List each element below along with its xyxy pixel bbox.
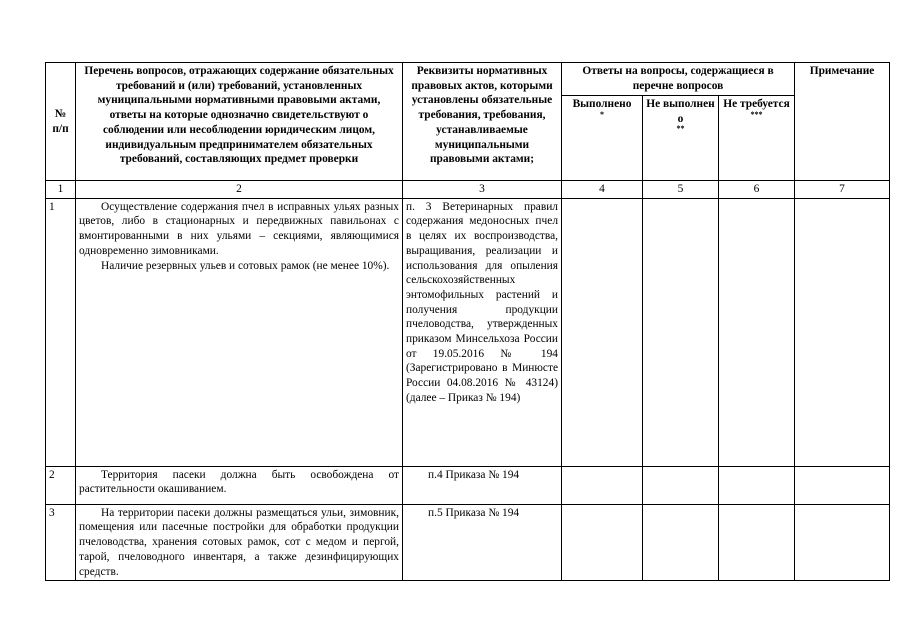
- answer-done-cell[interactable]: [562, 198, 643, 466]
- answer-not-required-cell[interactable]: [719, 466, 795, 504]
- row-number: 3: [46, 504, 76, 581]
- answer-not-done-cell[interactable]: [643, 466, 719, 504]
- table-row: [46, 504, 890, 581]
- question-paragraph: Территория пасеки должна быть освобождена от растительности окашиванием.: [79, 468, 399, 496]
- row-requisite: [403, 466, 562, 504]
- header-answer-not-done-label: Не выполнен о: [646, 98, 715, 125]
- row-number: 2: [46, 466, 76, 504]
- header-col-requisites: Реквизиты нормативных правовых актов, которыми установлены обязательные требования, требования, устанавливаемые муниципальными правовыми актами;: [403, 63, 562, 181]
- row-number: 1: [46, 198, 76, 466]
- row-requisite: [403, 504, 562, 581]
- row-question: [76, 504, 403, 581]
- question-paragraph: Осуществление содержания пчел в исправных ульях разных цветов, либо в стационарных и передвижных павильонах с вмонтированными в них ульями – секциями, являющимися одновременно зимовниками.: [79, 200, 399, 257]
- row-question: [76, 198, 403, 466]
- table-row: [46, 198, 890, 466]
- header-col-answers: Ответы на вопросы, содержащиеся в перечне вопросов: [562, 63, 795, 96]
- column-number-row: [46, 181, 890, 199]
- column-number: 5: [643, 181, 719, 199]
- answer-not-required-cell[interactable]: [719, 504, 795, 581]
- checklist-table: [45, 62, 890, 581]
- header-answer-done-mark: *: [600, 109, 604, 119]
- question-paragraph: На территории пасеки должны размещаться ульи, зимовник, помещения или пасечные постройки для обработки продукции пчеловодства, хранения сотовых рамок, сот с медом и пергой, тарой, пчеловодного инвентаря, а также дезинфицирующих средств.: [79, 506, 399, 578]
- requisite-text: п.4 Приказа № 194: [428, 468, 520, 481]
- column-number: 4: [562, 181, 643, 199]
- answer-not-done-cell[interactable]: [643, 198, 719, 466]
- header-col-num: № п/п: [46, 63, 76, 181]
- column-number: 6: [719, 181, 795, 199]
- header-answer-not-required-mark: ***: [750, 109, 763, 119]
- answer-done-cell[interactable]: [562, 466, 643, 504]
- table-row: [46, 466, 890, 504]
- requisite-text: п.5 Приказа № 194: [428, 506, 520, 519]
- header-answer-not-required: [719, 96, 795, 181]
- header-row-top: [46, 63, 890, 96]
- column-number: 7: [795, 181, 890, 199]
- note-cell[interactable]: [795, 466, 890, 504]
- column-number: 2: [76, 181, 403, 199]
- header-answer-not-done: [643, 96, 719, 181]
- row-requisite: п. 3 Ветеринарных правил содержания медоносных пчел в целях их воспроизводства, выращивания, реализации и использования для опыления сельскохозяйственных энтомофильных растений и получения продукции пчеловодства, утвержденных приказом Минсельхоза России от 19.05.2016 № 194 (Зарегистрировано в Минюсте России 04.08.2016 № 43124) (далее – Приказ № 194): [403, 198, 562, 466]
- column-number: 1: [46, 181, 76, 199]
- header-col-notes: Примечание: [795, 63, 890, 181]
- row-question: [76, 466, 403, 504]
- note-cell[interactable]: [795, 198, 890, 466]
- header-answer-not-required-label: Не требуется: [723, 98, 790, 110]
- header-answer-done: [562, 96, 643, 181]
- note-cell[interactable]: [795, 504, 890, 581]
- answer-not-done-cell[interactable]: [643, 504, 719, 581]
- header-answer-not-done-mark: **: [676, 124, 685, 134]
- answer-done-cell[interactable]: [562, 504, 643, 581]
- question-paragraph: Наличие резервных ульев и сотовых рамок (не менее 10%).: [101, 259, 390, 272]
- column-number: 3: [403, 181, 562, 199]
- header-answer-done-label: Выполнено: [572, 98, 632, 110]
- header-col-questions: Перечень вопросов, отражающих содержание обязательных требований и (или) требований, установленных муниципальными нормативными правовыми актами, ответы на которые однозначно свидетельствуют о соблюдении или несоблюдении юридическим лицом, индивидуальным предпринимателем обязательных требований, составляющих предмет проверки: [76, 63, 403, 181]
- answer-not-required-cell[interactable]: [719, 198, 795, 466]
